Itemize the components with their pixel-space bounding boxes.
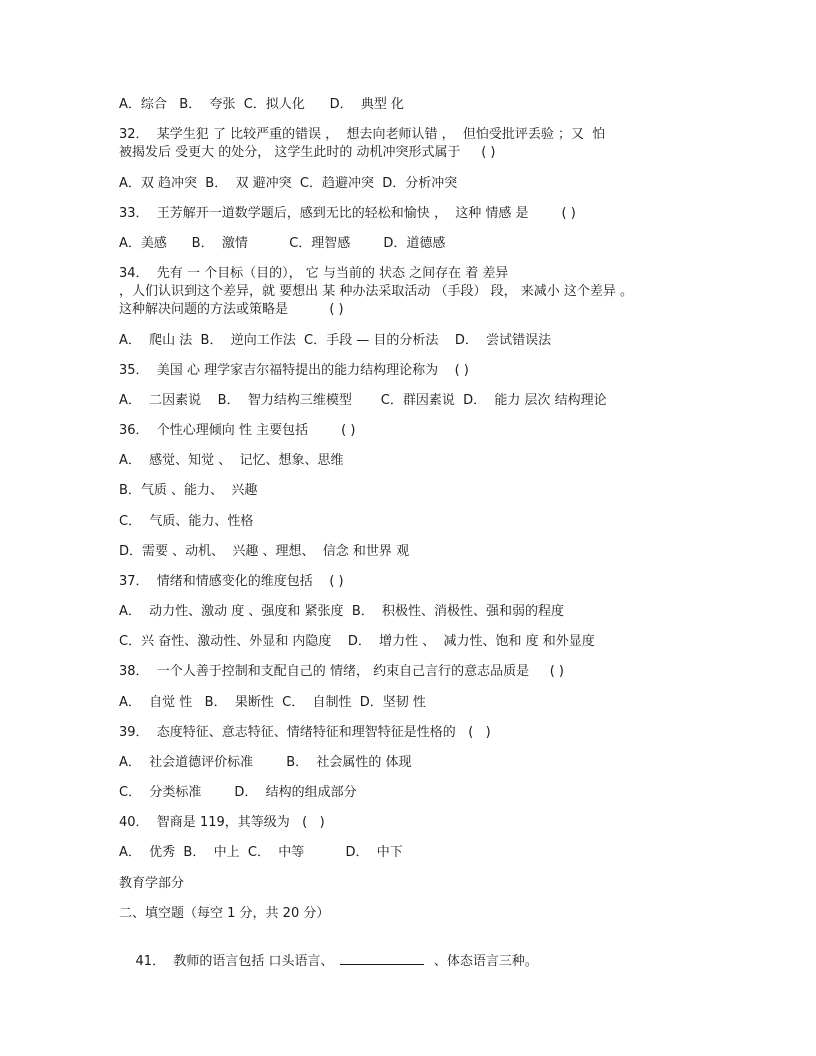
q34-stem-line3: 这种解决问题的方法或策略是 ( )	[119, 302, 344, 317]
q41-stem	[119, 936, 719, 986]
q35-options: A． 二因素说 B． 智力结构三维模型 C．群因素说 D． 能力 层次 结构理论	[119, 393, 607, 408]
section-title: 教育学部分	[119, 876, 185, 891]
q33-stem: 33． 王芳解开一道数学题后，感到无比的轻松和愉快 ， 这种 情感 是 ( )	[119, 206, 576, 221]
answer-blank	[340, 952, 424, 965]
q40-stem: 40． 智商是 119，其等级为 ( )	[119, 815, 325, 830]
q36-option-c: C． 气质、能力、性格	[119, 514, 254, 529]
q36-option-b: B．气质 、能力、 兴趣	[119, 483, 258, 498]
q38-stem: 38． 一个人善于控制和支配自己的 情绪， 约束自己言行的意志品质是 ( )	[119, 664, 565, 679]
q32-options: A．双 趋冲突 B． 双 避冲突 C．趋避冲突 D．分析冲突	[119, 176, 458, 191]
q36-option-d: D．需要 、动机、 兴趣 、理想、 信念 和世界 观	[119, 544, 410, 559]
q32-stem-line1: 32． 某学生犯 了 比较严重的错误 ， 想去向老师认错 ， 但怕受批评丢验 ；又 怕	[119, 127, 606, 142]
q38-options: A． 自觉 性 B． 果断性 C． 自制性 D．坚韧 性	[119, 695, 426, 710]
q40-options: A． 优秀 B． 中上 C． 中等 D． 中下	[119, 845, 403, 860]
q35-stem: 35． 美国 心 理学家吉尔福特提出的能力结构理论称为 ( )	[119, 363, 469, 378]
q41-text-after: 、体态语言三种。	[425, 954, 538, 969]
q39-options-ab: A． 社会道德评价标准 B． 社会属性的 体现	[119, 755, 412, 770]
q33-options: A．美感 B． 激情 C．理智感 D．道德感	[119, 236, 446, 251]
q32-stem-line2: 被揭发后 受更大 的处分， 这学生此时的 动机冲突形式属于 ( )	[119, 145, 496, 160]
q34-stem-line2: ，人们认识到这个差异，就 要想出 某 种办法采取活动 （手段） 段， 来减小 这个差异 。	[119, 284, 634, 299]
q37-options-ab: A． 动力性、激动 度 、强度和 紧张度 B． 积极性、消极性、强和弱的程度	[119, 604, 565, 619]
q34-stem-line1: 34． 先有 一 个目标（目的）， 它 与当前的 状态 之间存在 着 差异	[119, 266, 509, 281]
q37-options-cd: C．兴 奋性、激动性、外显和 内隐度 D． 增力性 、 减力性、饱和 度 和外显度	[119, 634, 595, 649]
q36-stem: 36． 个性心理倾向 性 主要包括 ( )	[119, 423, 356, 438]
q31-options: A．综合 B． 夸张 C．拟人化 D． 典型 化	[119, 97, 405, 112]
q36-option-a: A． 感觉、知觉 、 记忆、想象、思维	[119, 453, 344, 468]
q41-text-before: 41． 教师的语言包括 口头语言、	[135, 954, 338, 969]
q39-stem: 39． 态度特征、意志特征、情绪特征和理智特征是性格的 ( )	[119, 725, 491, 740]
section-heading-fill-in: 二、填空题（每空 1 分，共 20 分）	[119, 906, 330, 921]
q37-stem: 37． 情绪和情感变化的维度包括 ( )	[119, 574, 344, 589]
q39-options-cd: C． 分类标准 D． 结构的组成部分	[119, 785, 357, 800]
q34-options: A． 爬山 法 B． 逆向工作法 C．手段 — 目的分析法 D． 尝试错误法	[119, 333, 552, 348]
